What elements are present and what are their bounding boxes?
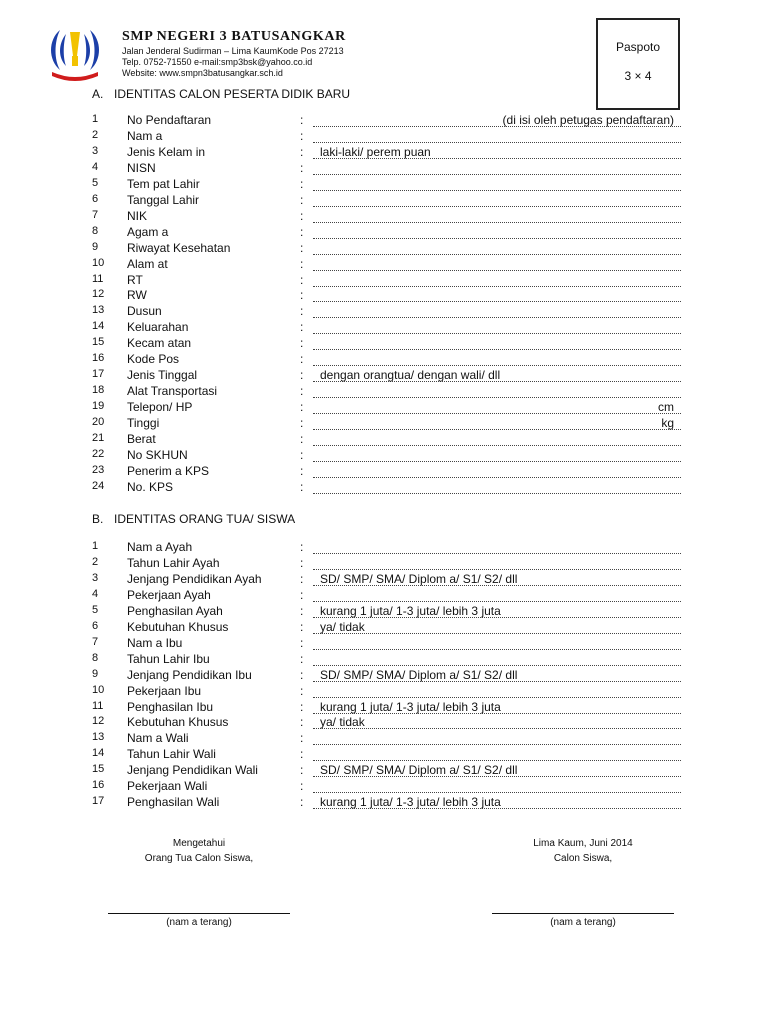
row-label: Jenjang Pendidikan Wali bbox=[127, 763, 258, 778]
row-number: 7 bbox=[92, 635, 99, 648]
row-number: 9 bbox=[92, 667, 99, 680]
row-number: 16 bbox=[92, 779, 105, 792]
form-row bbox=[0, 464, 768, 480]
row-label: Tinggi bbox=[127, 416, 160, 431]
fill-in-line[interactable] bbox=[313, 429, 681, 430]
school-contact: Telp. 0752-71550 e-mail:smp3bsk@yahoo.co.id bbox=[122, 57, 313, 67]
row-number: 10 bbox=[92, 256, 105, 269]
row-value: ya/ tidak bbox=[320, 619, 365, 634]
form-row bbox=[0, 161, 768, 177]
form-row bbox=[0, 304, 768, 320]
row-label: No. KPS bbox=[127, 479, 174, 494]
row-label: Tahun Lahir Ibu bbox=[127, 651, 210, 666]
form-row bbox=[0, 193, 768, 209]
row-colon: : bbox=[300, 368, 304, 383]
row-colon: : bbox=[300, 683, 304, 698]
fill-in-line[interactable] bbox=[313, 190, 681, 191]
row-value: dengan orangtua/ dengan wali/ dll bbox=[320, 368, 501, 383]
row-colon: : bbox=[300, 208, 304, 223]
row-colon: : bbox=[300, 224, 304, 239]
row-label: Kecam atan bbox=[127, 336, 192, 351]
form-row bbox=[0, 480, 768, 496]
right-signature-line bbox=[492, 913, 674, 914]
section-a-letter: A. bbox=[92, 87, 104, 101]
row-label: Penghasilan Ibu bbox=[127, 699, 214, 714]
row-number: 22 bbox=[92, 447, 105, 460]
form-row bbox=[0, 668, 768, 684]
row-number: 13 bbox=[92, 304, 105, 317]
footer-left-line1: Mengetahui bbox=[172, 838, 226, 849]
row-label: Alat Transportasi bbox=[127, 384, 218, 399]
row-note: (di isi oleh petugas pendaftaran) bbox=[502, 113, 674, 127]
section-b-heading: IDENTITAS ORANG TUA/ SISWA bbox=[114, 512, 296, 526]
fill-in-line[interactable] bbox=[313, 222, 681, 223]
row-number: 21 bbox=[92, 432, 105, 444]
fill-in-line[interactable] bbox=[313, 349, 681, 350]
section-a-heading: IDENTITAS CALON PESERTA DIDIK BARU bbox=[114, 87, 351, 101]
row-label: Penghasilan Wali bbox=[127, 795, 220, 810]
row-number: 14 bbox=[92, 320, 105, 333]
row-label: Pekerjaan Ibu bbox=[127, 683, 202, 698]
row-colon: : bbox=[300, 432, 304, 446]
row-label: Riwayat Kesehatan bbox=[127, 240, 231, 255]
row-number: 3 bbox=[92, 571, 99, 584]
row-number: 4 bbox=[92, 160, 99, 173]
row-value: kurang 1 juta/ 1-3 juta/ lebih 3 juta bbox=[320, 795, 501, 810]
row-label: Jenjang Pendidikan Ibu bbox=[127, 667, 252, 682]
form-row bbox=[0, 604, 768, 620]
row-label: Tahun Lahir Wali bbox=[127, 747, 216, 762]
row-number: 1 bbox=[92, 113, 99, 125]
row-colon: : bbox=[300, 400, 304, 415]
row-number: 3 bbox=[92, 144, 99, 157]
row-colon: : bbox=[300, 795, 304, 810]
row-number: 8 bbox=[92, 224, 99, 237]
row-label: Kebutuhan Khusus bbox=[127, 619, 229, 634]
row-colon: : bbox=[300, 571, 304, 586]
fill-in-line[interactable] bbox=[313, 553, 681, 554]
fill-in-line[interactable] bbox=[313, 301, 681, 302]
row-colon: : bbox=[300, 747, 304, 762]
row-label: Tanggal Lahir bbox=[127, 192, 200, 207]
row-label: Dusun bbox=[127, 304, 162, 319]
row-value: kurang 1 juta/ 1-3 juta/ lebih 3 juta bbox=[320, 699, 501, 714]
form-row bbox=[0, 209, 768, 225]
form-row bbox=[0, 113, 768, 129]
row-colon: : bbox=[300, 144, 304, 159]
row-number: 1 bbox=[92, 540, 99, 552]
row-label: Pekerjaan Wali bbox=[127, 779, 208, 794]
row-label: NISN bbox=[127, 160, 156, 175]
fill-in-line[interactable] bbox=[313, 493, 681, 494]
form-row bbox=[0, 684, 768, 700]
fill-in-line[interactable] bbox=[313, 397, 681, 398]
photo-label: Paspoto bbox=[615, 40, 661, 54]
row-value: laki-laki/ perem puan bbox=[320, 144, 431, 159]
row-colon: : bbox=[300, 763, 304, 778]
school-name: SMP NEGERI 3 BATUSANGKAR bbox=[122, 29, 346, 44]
row-label: Berat bbox=[127, 432, 156, 446]
row-number: 12 bbox=[92, 715, 105, 728]
row-number: 2 bbox=[92, 555, 99, 568]
row-label: NIK bbox=[127, 208, 148, 223]
row-number: 14 bbox=[92, 747, 105, 760]
form-row bbox=[0, 779, 768, 795]
form-row bbox=[0, 432, 768, 448]
row-number: 10 bbox=[92, 683, 105, 696]
fill-in-line[interactable] bbox=[313, 254, 681, 255]
form-row bbox=[0, 636, 768, 652]
row-number: 19 bbox=[92, 400, 105, 413]
fill-in-line[interactable] bbox=[313, 365, 681, 366]
fill-in-line[interactable] bbox=[313, 601, 681, 602]
row-number: 7 bbox=[92, 208, 99, 221]
fill-in-line[interactable] bbox=[313, 270, 681, 271]
fill-in-line[interactable] bbox=[313, 238, 681, 239]
row-label: Alam at bbox=[127, 256, 168, 271]
footer-right-line2: Calon Siswa, bbox=[553, 853, 613, 864]
row-number: 23 bbox=[92, 463, 105, 476]
row-label: Agam a bbox=[127, 224, 169, 239]
section-a-title bbox=[92, 87, 350, 101]
row-colon: : bbox=[300, 288, 304, 303]
school-logo bbox=[46, 26, 104, 82]
row-number: 2 bbox=[92, 128, 99, 141]
form-row bbox=[0, 715, 768, 731]
form-row bbox=[0, 129, 768, 145]
fill-in-line[interactable] bbox=[313, 728, 681, 729]
row-label: Jenjang Pendidikan Ayah bbox=[127, 571, 262, 586]
row-value: SD/ SMP/ SMA/ Diplom a/ S1/ S2/ dll bbox=[320, 571, 518, 586]
row-label: No Pendaftaran bbox=[127, 113, 212, 127]
fill-in-line[interactable] bbox=[313, 174, 681, 175]
row-label: Tem pat Lahir bbox=[127, 176, 200, 191]
row-colon: : bbox=[300, 635, 304, 650]
footer-left-sign: (nam a terang) bbox=[166, 917, 232, 928]
row-colon: : bbox=[300, 540, 304, 554]
form-row bbox=[0, 368, 768, 384]
row-colon: : bbox=[300, 715, 304, 730]
form-row bbox=[0, 288, 768, 304]
fill-in-line[interactable] bbox=[313, 633, 681, 634]
row-number: 4 bbox=[92, 587, 99, 600]
form-row bbox=[0, 177, 768, 193]
row-colon: : bbox=[300, 113, 304, 127]
form-row bbox=[0, 145, 768, 161]
row-number: 12 bbox=[92, 288, 105, 301]
form-row bbox=[0, 448, 768, 464]
fill-in-line[interactable] bbox=[313, 286, 681, 287]
row-colon: : bbox=[300, 447, 304, 462]
row-number: 13 bbox=[92, 731, 105, 744]
fill-in-line[interactable] bbox=[313, 792, 681, 793]
row-colon: : bbox=[300, 352, 304, 367]
form-row bbox=[0, 540, 768, 556]
school-address: Jalan Jenderal Sudirman – Lima KaumKode Pos 27213 bbox=[122, 46, 344, 56]
form-row bbox=[0, 257, 768, 273]
row-label: Tahun Lahir Ayah bbox=[127, 555, 220, 570]
row-label: Penghasilan Ayah bbox=[127, 603, 223, 618]
row-number: 24 bbox=[92, 479, 105, 492]
row-value: ya/ tidak bbox=[320, 715, 365, 730]
row-label: Jenis Tinggal bbox=[127, 368, 198, 383]
fill-in-line[interactable] bbox=[313, 413, 681, 414]
section-b-title bbox=[92, 512, 295, 526]
row-label: Kebutuhan Khusus bbox=[127, 715, 229, 730]
row-colon: : bbox=[300, 304, 304, 319]
fill-in-line[interactable] bbox=[313, 760, 681, 761]
form-row bbox=[0, 556, 768, 572]
row-label: Jenis Kelam in bbox=[127, 144, 206, 159]
footer-left-line2: Orang Tua Calon Siswa, bbox=[144, 853, 254, 864]
fill-in-line[interactable] bbox=[313, 697, 681, 698]
footer-right-line1: Lima Kaum, Juni 2014 bbox=[533, 838, 633, 849]
row-number: 5 bbox=[92, 176, 99, 189]
fill-in-line[interactable] bbox=[313, 665, 681, 666]
fill-in-line[interactable] bbox=[313, 206, 681, 207]
row-number: 8 bbox=[92, 651, 99, 664]
row-colon: : bbox=[300, 731, 304, 746]
form-row bbox=[0, 384, 768, 400]
row-colon: : bbox=[300, 619, 304, 634]
form-row bbox=[0, 241, 768, 257]
form-row bbox=[0, 731, 768, 747]
row-colon: : bbox=[300, 272, 304, 287]
row-colon: : bbox=[300, 384, 304, 399]
form-row bbox=[0, 336, 768, 352]
school-website: Website: www.smpn3batusangkar.sch.id bbox=[122, 68, 283, 78]
row-colon: : bbox=[300, 320, 304, 335]
row-value: SD/ SMP/ SMA/ Diplom a/ S1/ S2/ dll bbox=[320, 763, 518, 778]
fill-in-line[interactable] bbox=[313, 461, 681, 462]
row-number: 11 bbox=[92, 699, 104, 712]
row-value: SD/ SMP/ SMA/ Diplom a/ S1/ S2/ dll bbox=[320, 667, 518, 682]
row-label: RT bbox=[127, 272, 143, 287]
footer-right-sign: (nam a terang) bbox=[550, 917, 616, 928]
row-label: RW bbox=[127, 288, 147, 303]
form-row bbox=[0, 620, 768, 636]
row-colon: : bbox=[300, 336, 304, 351]
row-number: 20 bbox=[92, 416, 105, 429]
left-signature-line bbox=[108, 913, 290, 914]
row-number: 5 bbox=[92, 603, 99, 616]
row-colon: : bbox=[300, 160, 304, 175]
form-row bbox=[0, 795, 768, 811]
row-number: 9 bbox=[92, 240, 99, 253]
photo-size: 3 × 4 bbox=[624, 69, 652, 83]
fill-in-line[interactable] bbox=[313, 445, 681, 446]
row-colon: : bbox=[300, 651, 304, 666]
fill-in-line[interactable] bbox=[313, 569, 681, 570]
section-b-letter: B. bbox=[92, 512, 104, 526]
fill-in-line[interactable] bbox=[313, 317, 681, 318]
row-colon: : bbox=[300, 587, 304, 602]
row-label: Nam a Wali bbox=[127, 731, 189, 746]
fill-in-line[interactable] bbox=[313, 142, 681, 143]
form-row bbox=[0, 416, 768, 432]
form-row bbox=[0, 352, 768, 368]
row-colon: : bbox=[300, 192, 304, 207]
form-row bbox=[0, 320, 768, 336]
form-row bbox=[0, 400, 768, 416]
row-number: 6 bbox=[92, 192, 99, 205]
photo-box bbox=[596, 18, 680, 110]
row-colon: : bbox=[300, 667, 304, 682]
fill-in-line[interactable] bbox=[313, 333, 681, 334]
form-row bbox=[0, 225, 768, 241]
fill-in-line[interactable] bbox=[313, 744, 681, 745]
fill-in-line[interactable] bbox=[313, 477, 681, 478]
form-row bbox=[0, 763, 768, 779]
row-label: Telepon/ HP bbox=[127, 400, 193, 415]
form-row bbox=[0, 588, 768, 604]
row-colon: : bbox=[300, 779, 304, 794]
row-number: 17 bbox=[92, 368, 105, 381]
row-colon: : bbox=[300, 416, 304, 431]
form-row bbox=[0, 747, 768, 763]
row-colon: : bbox=[300, 555, 304, 570]
row-number: 15 bbox=[92, 763, 105, 776]
row-label: Keluarahan bbox=[127, 320, 189, 335]
row-colon: : bbox=[300, 463, 304, 478]
row-colon: : bbox=[300, 240, 304, 255]
row-label: Pekerjaan Ayah bbox=[127, 587, 211, 602]
row-note: kg bbox=[661, 416, 674, 431]
form-row bbox=[0, 700, 768, 716]
row-label: Nam a Ayah bbox=[127, 540, 193, 554]
row-number: 17 bbox=[92, 795, 105, 808]
row-label: Nam a bbox=[127, 128, 163, 143]
form-row bbox=[0, 652, 768, 668]
row-label: No SKHUN bbox=[127, 447, 188, 462]
row-note: cm bbox=[658, 400, 674, 415]
row-label: Nam a Ibu bbox=[127, 635, 183, 650]
form-row bbox=[0, 572, 768, 588]
row-colon: : bbox=[300, 128, 304, 143]
row-label: Kode Pos bbox=[127, 352, 180, 367]
row-colon: : bbox=[300, 176, 304, 191]
row-colon: : bbox=[300, 699, 304, 714]
row-number: 11 bbox=[92, 272, 104, 285]
row-number: 6 bbox=[92, 619, 99, 632]
row-colon: : bbox=[300, 603, 304, 618]
row-value: kurang 1 juta/ 1-3 juta/ lebih 3 juta bbox=[320, 603, 501, 618]
row-number: 15 bbox=[92, 336, 105, 349]
row-colon: : bbox=[300, 479, 304, 494]
row-number: 16 bbox=[92, 352, 105, 365]
form-row bbox=[0, 273, 768, 289]
row-label: Penerim a KPS bbox=[127, 463, 210, 478]
fill-in-line[interactable] bbox=[313, 649, 681, 650]
row-number: 18 bbox=[92, 384, 105, 397]
row-colon: : bbox=[300, 256, 304, 271]
